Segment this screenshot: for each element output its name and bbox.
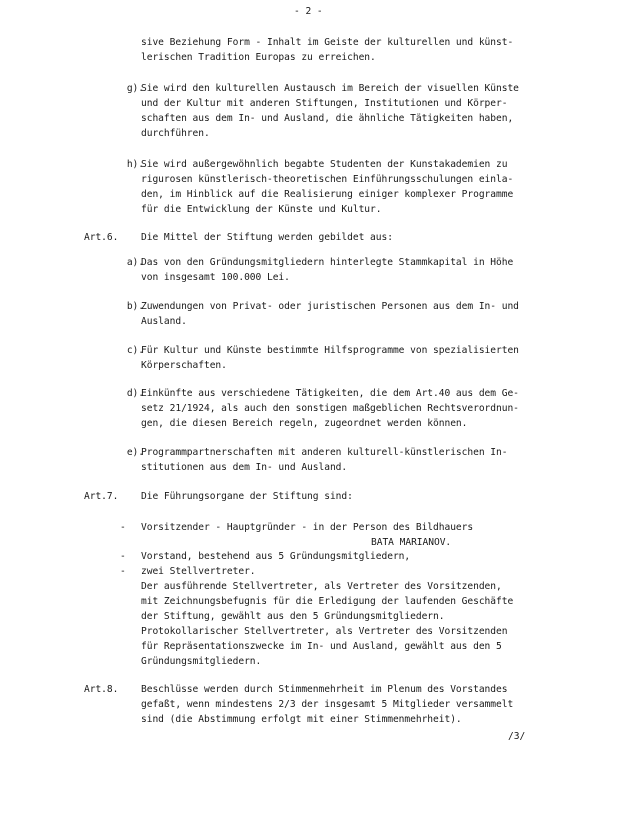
text-line: Einkünfte aus verschiedene Tätigkeiten, die dem Art.40 aus dem Ge-	[141, 388, 519, 399]
page-number: - 2 -	[294, 6, 323, 17]
article-label: Art.8.	[84, 684, 119, 695]
list-item-label: g).	[126, 83, 144, 94]
text-line: den, im Hinblick auf die Realisierung einiger komplexer Programme	[141, 189, 514, 200]
text-line: von insgesamt 100.000 Lei.	[141, 272, 290, 283]
text-line: für die Entwicklung der Künste und Kultur.	[141, 204, 382, 215]
text-line: setz 21/1924, als auch den sonstigen maßgeblichen Rechtsverordnun-	[141, 403, 519, 414]
list-item-label: a).	[126, 257, 144, 268]
text-line: Protokollarischer Stellvertreter, als Vertreter des Vorsitzenden	[141, 626, 508, 637]
text-line: zwei Stellvertreter.	[141, 566, 256, 577]
text-line: sind (die Abstimmung erfolgt mit einer Stimmenmehrheit).	[141, 714, 462, 725]
article-label: Art.6.	[84, 232, 119, 243]
text-line: Beschlüsse werden durch Stimmenmehrheit im Plenum des Vorstandes	[141, 684, 508, 695]
list-item-label: d).	[126, 388, 144, 399]
text-line: Sie wird den kulturellen Austausch im Bereich der visuellen Künste	[141, 83, 519, 94]
text-line: der Stiftung, gewählt aus den 5 Gründungsmitgliedern.	[141, 611, 445, 622]
founder-name: BATA MARIANOV.	[371, 537, 452, 548]
dash-bullet: -	[120, 551, 126, 562]
text-line: Gründungsmitgliedern.	[141, 656, 262, 667]
text-line: Zuwendungen von Privat- oder juristischen Personen aus dem In- und	[141, 301, 519, 312]
list-item-label: h).	[126, 159, 144, 170]
text-line: gefaßt, wenn mindestens 2/3 der insgesamt 5 Mitglieder versammelt	[141, 699, 514, 710]
text-line: Vorstand, bestehend aus 5 Gründungsmitgliedern,	[141, 551, 411, 562]
text-line: Der ausführende Stellvertreter, als Vertreter des Vorsitzenden,	[141, 581, 502, 592]
next-page-marker: /3/	[508, 731, 526, 742]
text-line: gen, die diesen Bereich regeln, zugeordnet werden können.	[141, 418, 468, 429]
text-line: Sie wird außergewöhnlich begabte Studenten der Kunstakademien zu	[141, 159, 508, 170]
text-line: sive Beziehung Form - Inhalt im Geiste der kulturellen und künst-	[141, 37, 514, 48]
text-line: durchführen.	[141, 128, 210, 139]
text-line: für Repräsentationszwecke im In- und Ausland, gewählt aus den 5	[141, 641, 502, 652]
text-line: lerischen Tradition Europas zu erreichen.	[141, 52, 376, 63]
text-line: mit Zeichnungsbefugnis für die Erledigung der laufenden Geschäfte	[141, 596, 514, 607]
text-line: rigurosen künstlerisch-theoretischen Einführungsschulungen einla-	[141, 174, 514, 185]
text-line: Körperschaften.	[141, 360, 227, 371]
text-line: stitutionen aus dem In- und Ausland.	[141, 462, 348, 473]
article-heading: Die Führungsorgane der Stiftung sind:	[141, 491, 353, 502]
list-item-label: c).	[126, 345, 144, 356]
text-line: Für Kultur und Künste bestimmte Hilfsprogramme von spezialisierten	[141, 345, 519, 356]
article-label: Art.7.	[84, 491, 119, 502]
text-line: schaften aus dem In- und Ausland, die ähnliche Tätigkeiten haben,	[141, 113, 514, 124]
text-line: Vorsitzender - Hauptgründer - in der Person des Bildhauers	[141, 522, 474, 533]
text-line: Ausland.	[141, 316, 187, 327]
article-heading: Die Mittel der Stiftung werden gebildet aus:	[141, 232, 393, 243]
list-item-label: e).	[126, 447, 144, 458]
text-line: Programmpartnerschaften mit anderen kulturell-künstlerischen In-	[141, 447, 508, 458]
list-item-label: b).	[126, 301, 144, 312]
text-line: und der Kultur mit anderen Stiftungen, Institutionen und Körper-	[141, 98, 508, 109]
text-line: Das von den Gründungsmitgliedern hinterlegte Stammkapital in Höhe	[141, 257, 514, 268]
dash-bullet: -	[120, 522, 126, 533]
dash-bullet: -	[120, 566, 126, 577]
